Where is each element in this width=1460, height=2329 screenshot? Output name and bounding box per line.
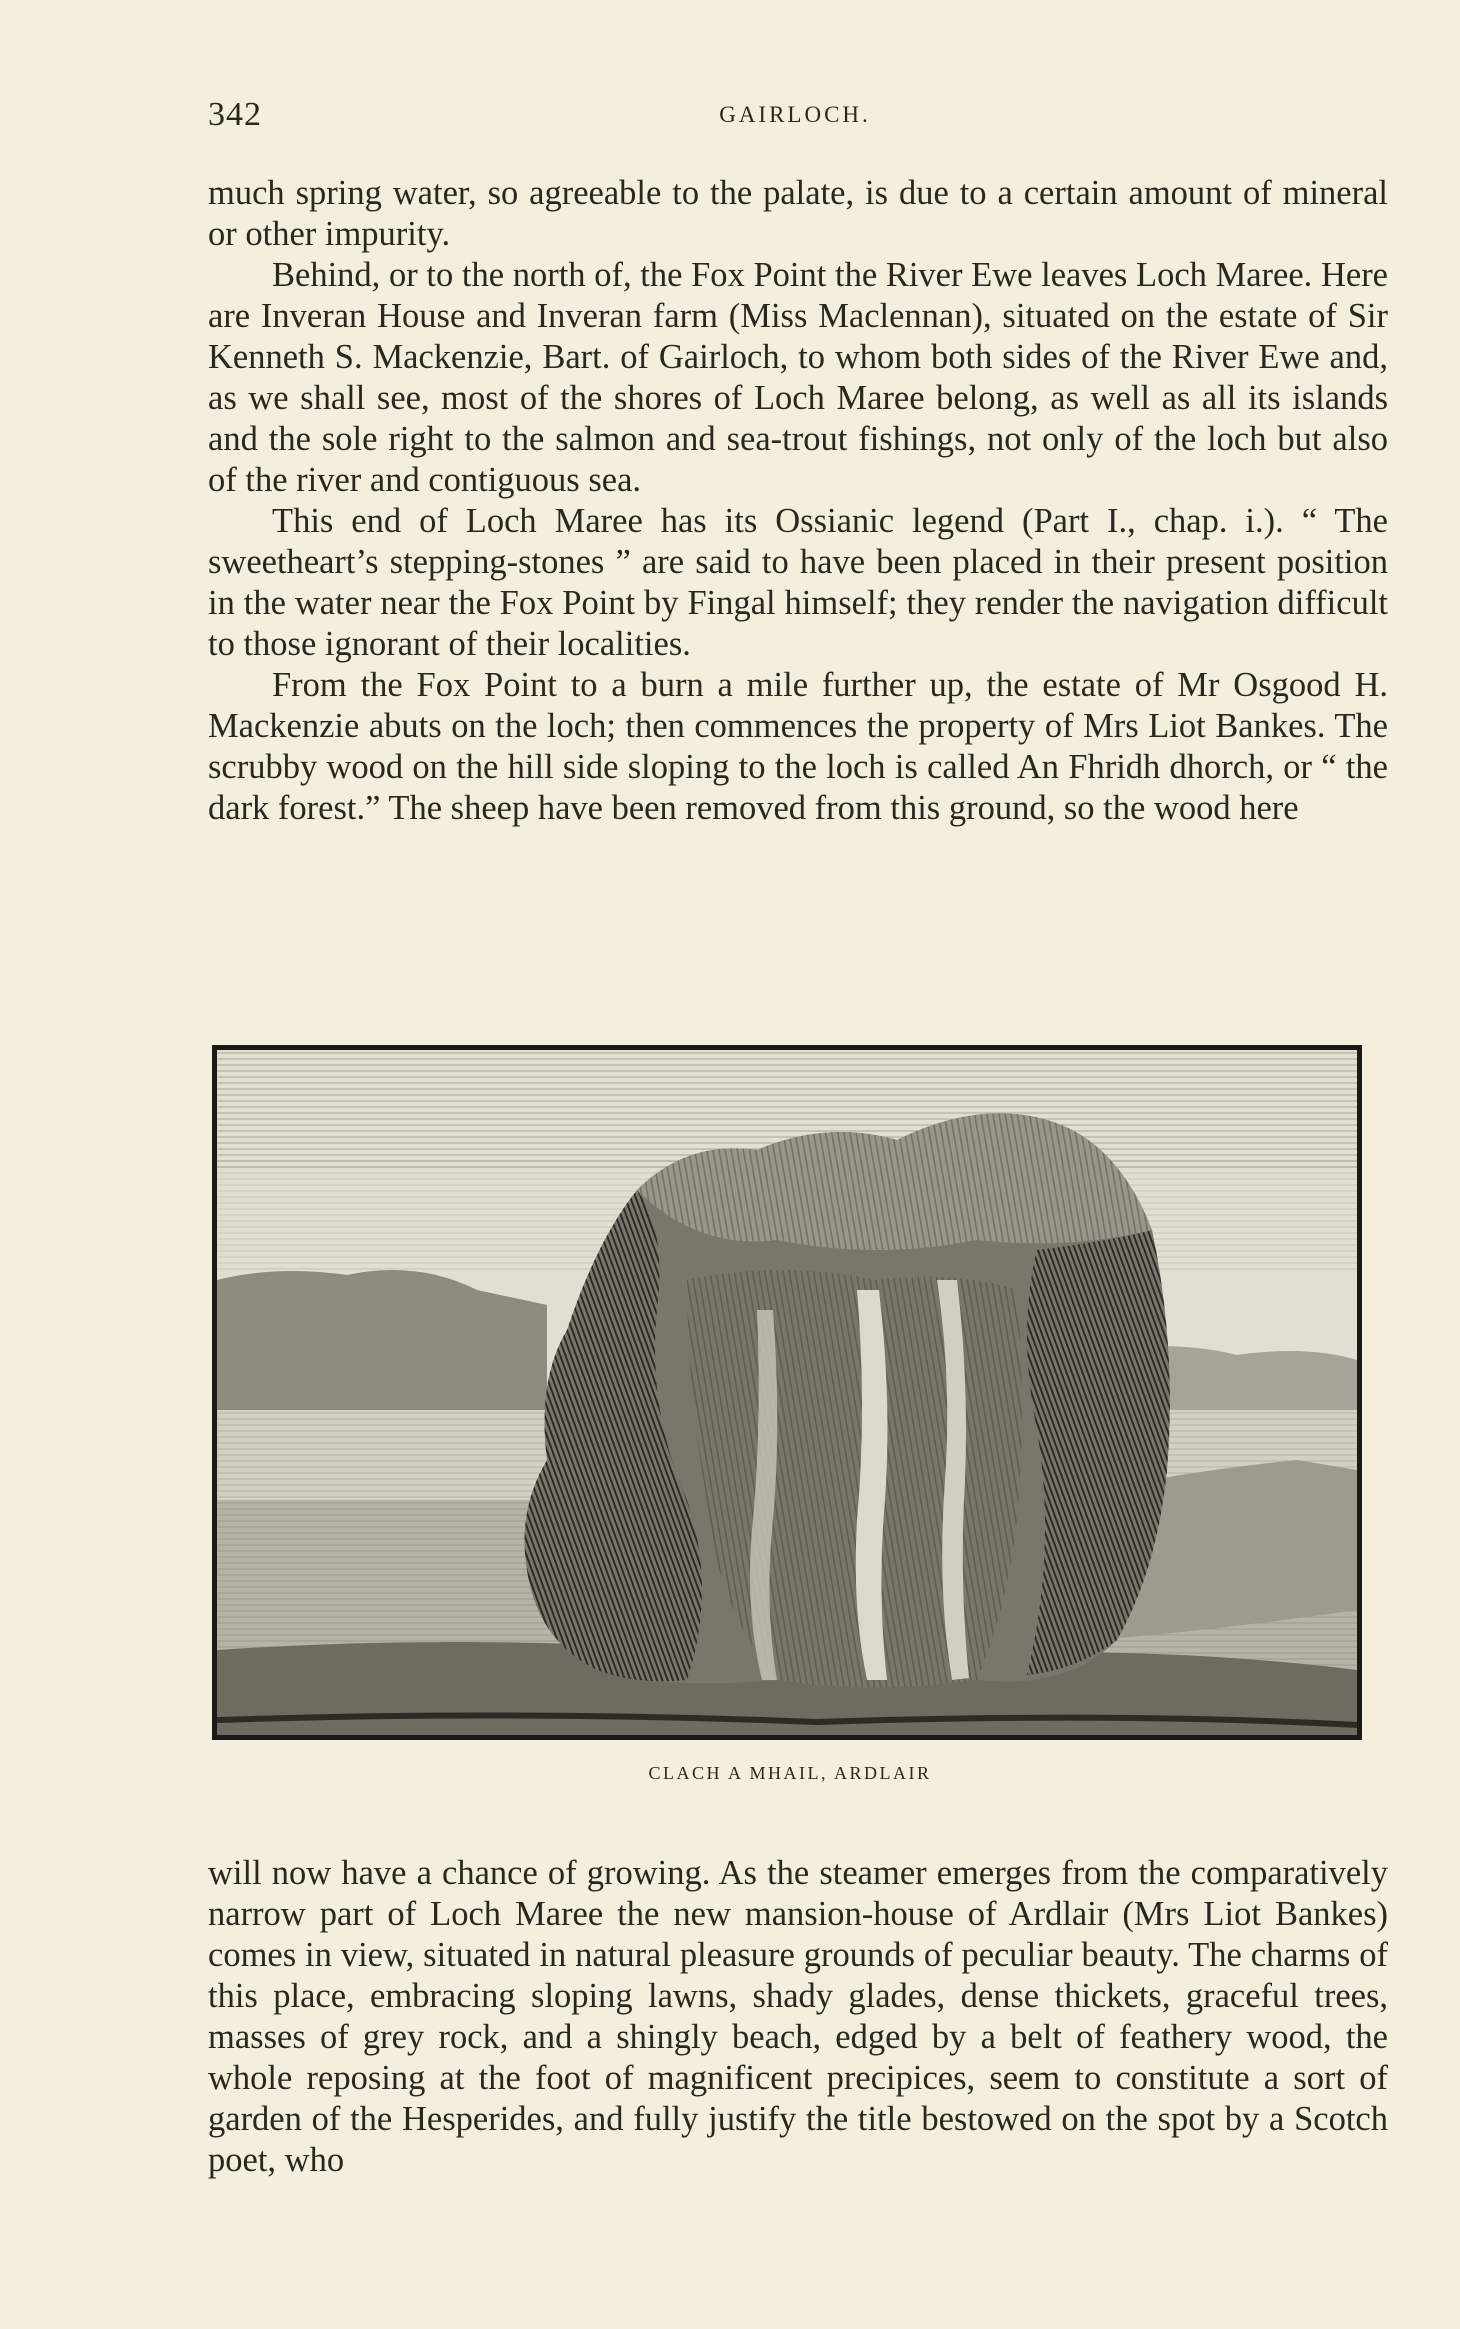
body-text-bottom	[208, 1853, 1388, 2181]
paragraph: Behind, or to the north of, the Fox Point the River Ewe leaves Loch Maree. Here are Inveran House and Inveran farm (Miss Maclennan), situated on the estate of Sir Kenneth S. Mackenzie, Bart. of Gairloch, to whom both sides of the River Ewe and, as we shall see, most of the shores of Loch Maree belong, as well as all its islands and the sole right to the salmon and sea-trout fishings, not only of the loch but also of the river and contiguous sea.	[208, 256, 1388, 499]
rock-engraving-image	[217, 1050, 1357, 1735]
paragraph: will now have a chance of growing. As the steamer emerges from the comparatively narrow part of Loch Maree the new mansion-house of Ardlair (Mrs Liot Bankes) comes in view, situated in natural pleasure grounds of peculiar beauty. The charms of this place, embracing sloping lawns, shady glades, dense thickets, graceful trees, masses of grey rock, and a shingly beach, edged by a belt of feathery wood, the whole reposing at the foot of magnificent precipices, seem to constitute a sort of garden of the Hesperides, and fully justify the title bestowed on the spot by a Scotch poet, who	[208, 1854, 1388, 2179]
running-head: GAIRLOCH.	[719, 102, 871, 127]
paragraph: This end of Loch Maree has its Ossianic legend (Part I., chap. i.). “ The sweetheart’s stepping-stones ” are said to have been placed in their present position in the water near the Fox Point by Fingal himself; they render the navigation difficult to those ignorant of their localities.	[208, 502, 1388, 663]
paragraph: much spring water, so agreeable to the palate, is due to a certain amount of mineral or other impurity.	[208, 174, 1388, 253]
illustration-rock-engraving	[212, 1045, 1362, 1740]
page-number: 342	[208, 96, 262, 133]
paragraph: From the Fox Point to a burn a mile further up, the estate of Mr Osgood H. Mackenzie abuts on the loch; then commences the property of Mrs Liot Bankes. The scrubby wood on the hill side sloping to the loch is called An Fhridh dhorch, or “ the dark forest.” The sheep have been removed from this ground, so the wood here	[208, 666, 1388, 827]
body-text-top	[208, 173, 1388, 829]
illustration-caption: CLACH A MHAIL, ARDLAIR	[648, 1763, 932, 1783]
